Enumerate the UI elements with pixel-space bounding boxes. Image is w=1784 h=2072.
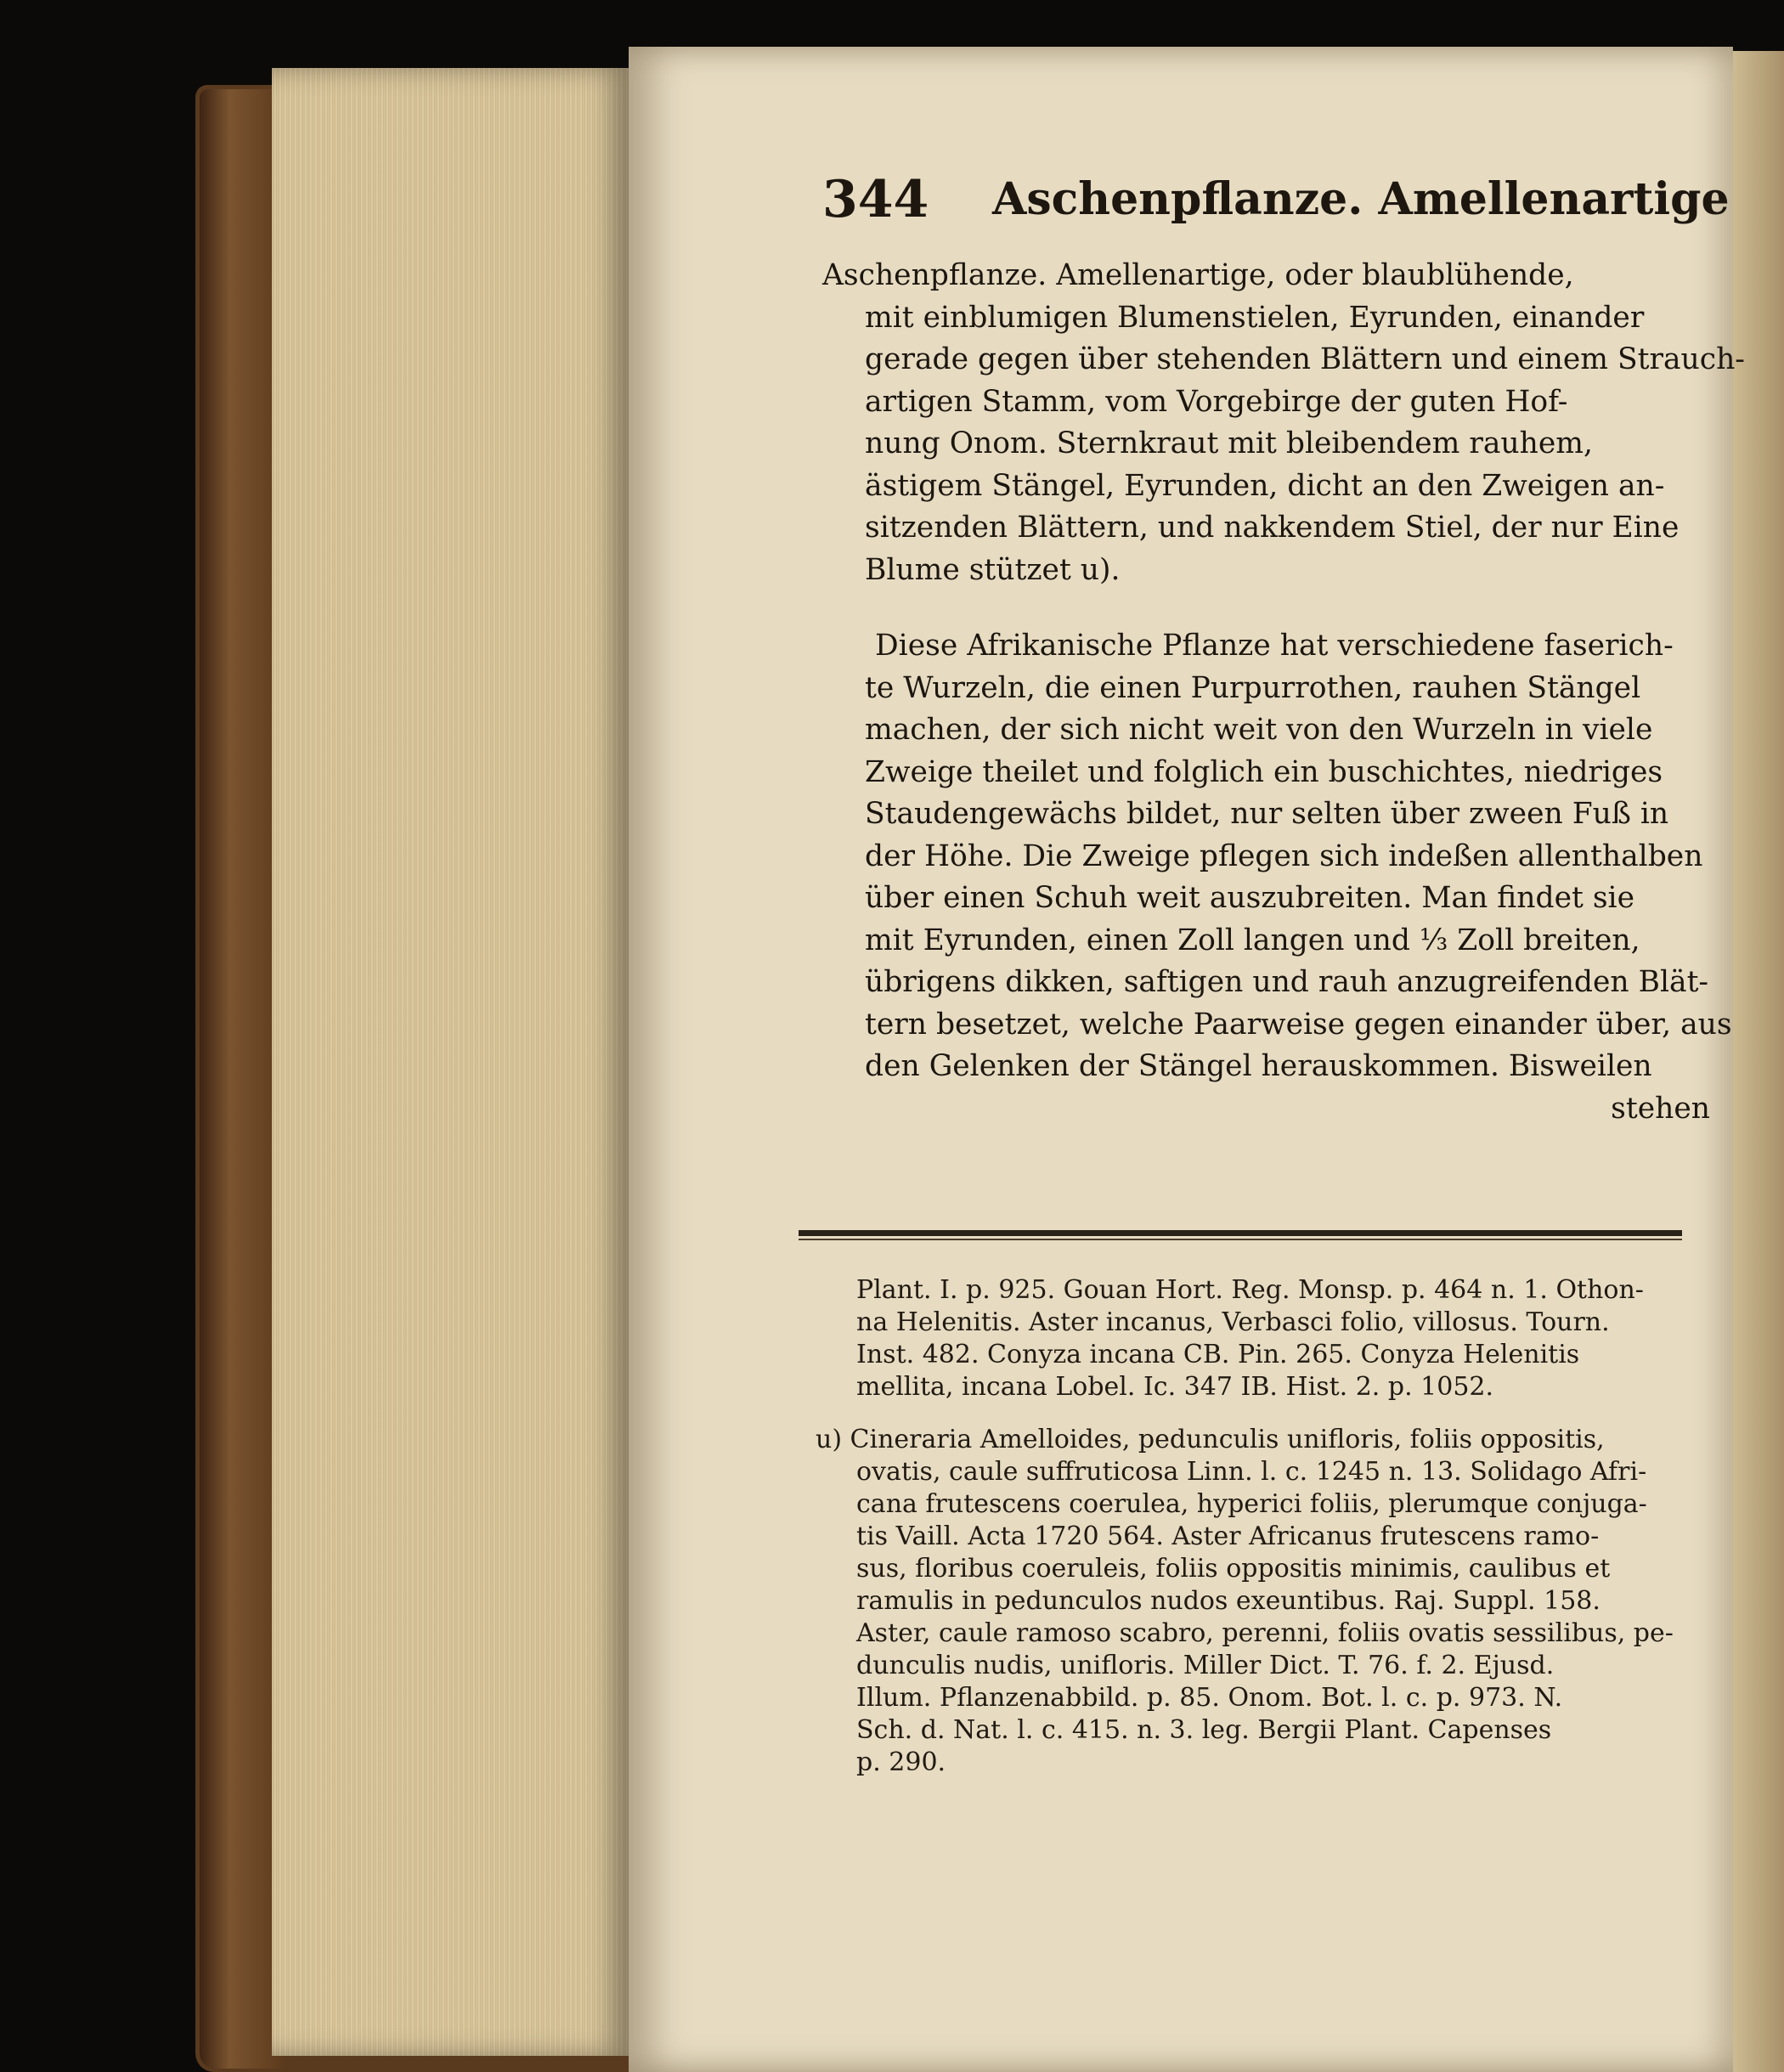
- footnote-line: ramulis in pedunculos nudos exeuntibus. Raj. Suppl. 158.: [856, 1586, 1601, 1616]
- text-line: über einen Schuh weit auszubreiten. Man findet sie: [865, 881, 1634, 915]
- footnote-line: Sch. d. Nat. l. c. 415. n. 3. leg. Bergii Plant. Capenses: [856, 1715, 1552, 1745]
- footnote-rule: [799, 1230, 1682, 1236]
- footnote-line: Inst. 482. Conyza incana CB. Pin. 265. Conyza Helenitis: [856, 1340, 1580, 1369]
- text-line: der Höhe. Die Zweige pflegen sich indeßen allenthalben: [865, 838, 1703, 873]
- footnote-gap: [816, 1403, 1682, 1424]
- footnote-line: ovatis, caule suffruticosa Linn. l. c. 1245 n. 13. Solidago Afri-: [856, 1457, 1647, 1487]
- page-header: [822, 170, 1730, 246]
- text-line: Diese Afrikanische Pflanze hat verschiedene faserich-: [875, 629, 1674, 663]
- footnote-line: cana frutescens coerulea, hyperici foliis, plerumque conjuga-: [856, 1489, 1647, 1519]
- footnote-rule-thin: [799, 1239, 1682, 1240]
- footnote-line: p. 290.: [856, 1747, 946, 1777]
- paragraph-gap: [822, 591, 1710, 625]
- text-line: ästigem Stängel, Eyrunden, dicht an den Zweigen an-: [865, 468, 1665, 503]
- page-edges: [272, 68, 629, 2056]
- footnote-t-continued: [816, 1274, 1682, 1403]
- page-number: 344: [822, 170, 929, 229]
- footnote-line: Plant. I. p. 925. Gouan Hort. Reg. Monsp. p. 464 n. 1. Othon-: [856, 1275, 1644, 1305]
- text-line: sitzenden Blättern, und nakkendem Stiel, der nur Eine: [865, 511, 1680, 545]
- main-text: [822, 255, 1745, 1130]
- text-line: gerade gegen über stehenden Blättern und einem Strauch-: [865, 342, 1745, 376]
- footnote-line: Illum. Pflanzenabbild. p. 85. Onom. Bot. l. c. p. 973. N.: [856, 1683, 1563, 1713]
- running-head: Aschenpflanze. Amellenartige: [992, 173, 1730, 225]
- text-line: Blume stützet u).: [865, 552, 1121, 587]
- text-line: Staudengewächs bildet, nur selten über zween Fuß in: [865, 797, 1669, 831]
- footnote-line: tis Vaill. Acta 1720 564. Aster Africanus frutescens ramo-: [856, 1522, 1600, 1551]
- text-line: Zweige theilet und folglich ein buschichtes, niedriges: [865, 754, 1663, 789]
- text-line: den Gelenken der Stängel herauskommen. Bisweilen: [865, 1049, 1652, 1083]
- text-line: artigen Stamm, vom Vorgebirge der guten Hof-: [865, 384, 1568, 419]
- text-line: te Wurzeln, die einen Purpurrothen, rauhen Stängel: [865, 670, 1641, 705]
- footnote-line: sus, floribus coeruleis, foliis oppositis minimis, caulibus et: [856, 1554, 1611, 1584]
- text-line: nung Onom. Sternkraut mit bleibendem rauhem,: [865, 426, 1593, 460]
- footnote-line: dunculis nudis, unifloris. Miller Dict. T. 76. f. 2. Ejusd.: [856, 1651, 1555, 1680]
- footnote-line: u) Cineraria Amelloides, pedunculis unifloris, foliis oppositis,: [816, 1425, 1605, 1454]
- footnotes: [816, 1274, 1682, 1779]
- text-line: übrigens dikken, saftigen und rauh anzugreifenden Blät-: [865, 965, 1709, 999]
- text-line: mit einblumigen Blumenstielen, Eyrunden, einander: [865, 300, 1645, 335]
- paragraph-1: [822, 255, 1745, 591]
- footnote-line: na Helenitis. Aster incanus, Verbasci folio, villosus. Tourn.: [856, 1307, 1610, 1337]
- paragraph-2: [822, 625, 1732, 1088]
- text-line: tern besetzet, welche Paarweise gegen einander über, aus: [865, 1007, 1732, 1042]
- text-line: machen, der sich nicht weit von den Wurzeln in viele: [865, 713, 1653, 747]
- text-line: Aschenpflanze. Amellenartige, oder blaublühende,: [822, 258, 1574, 292]
- footnote-u: [816, 1424, 1682, 1779]
- catchword: stehen: [1611, 1091, 1710, 1126]
- footnote-line: Aster, caule ramoso scabro, perenni, foliis ovatis sessilibus, pe-: [856, 1618, 1674, 1648]
- footnote-line: mellita, incana Lobel. Ic. 347 IB. Hist. 2. p. 1052.: [856, 1372, 1494, 1402]
- text-line: mit Eyrunden, einen Zoll langen und ⅓ Zoll breiten,: [865, 923, 1640, 957]
